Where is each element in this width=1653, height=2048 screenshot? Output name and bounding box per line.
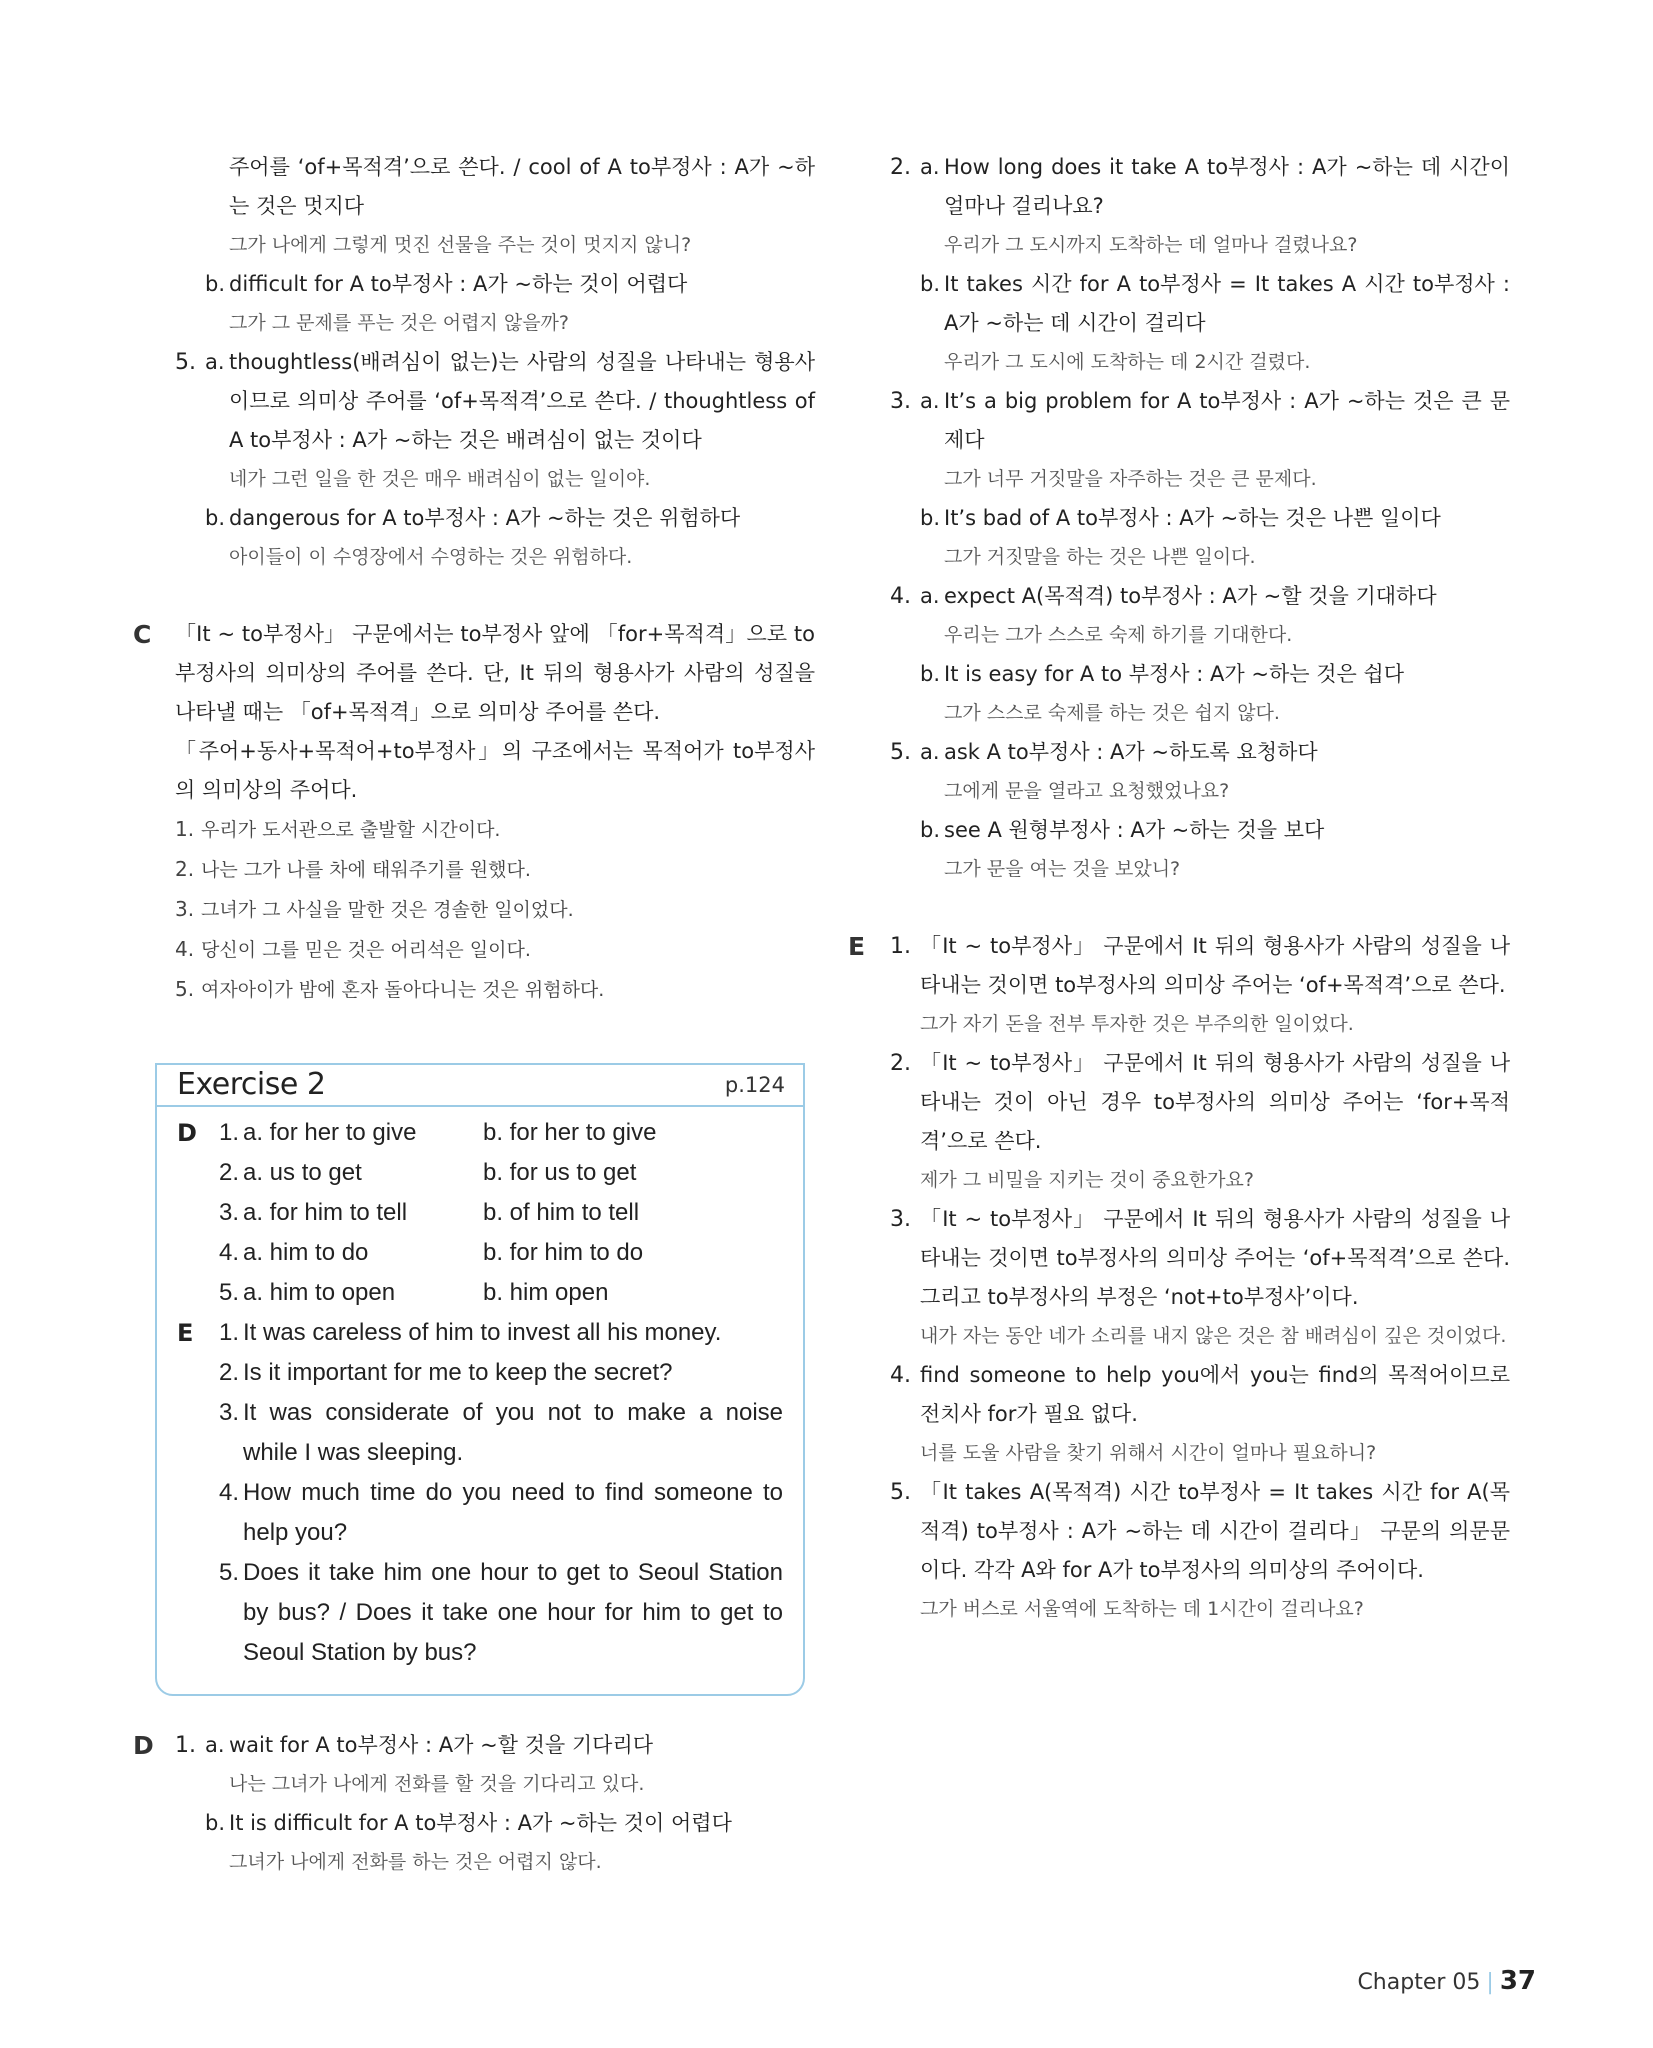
translation-text: 그가 스스로 숙제를 하는 것은 쉽지 않다. (944, 702, 1280, 724)
section-label: E (177, 1319, 194, 1347)
left-section-d (133, 1726, 815, 1882)
translation-text: 제가 그 비밀을 지키는 것이 중요한가요? (920, 1169, 1254, 1191)
explanation-text: How long does it take A to부정사 : A가 ~하는 데 시간이 얼마나 걸리나요? (944, 155, 1510, 218)
translation-text: 너를 도울 사람을 찾기 위해서 시간이 얼마나 필요하니? (920, 1442, 1377, 1464)
section-label: E (848, 932, 866, 961)
explanation-text: wait for A to부정사 : A가 ~할 것을 기다리다 (229, 1733, 654, 1757)
item-number: 2. (890, 1051, 911, 1076)
list-item: 5. 여자아이가 밤에 혼자 돌아다니는 것은 위험하다. (175, 977, 605, 1001)
item-number: 4. (890, 584, 911, 609)
explanation-text: It is easy for A to 부정사 : A가 ~하는 것은 쉽다 (944, 662, 1405, 686)
explanation-text: 「It ~ to부정사」 구문에서 It 뒤의 형용사가 사람의 성질을 나타내는 것이 아닌 경우 to부정사의 의미상 주어는 ‘for+목적격’으로 쓴다. (920, 1051, 1510, 1153)
page-footer: Chapter 05 | 37 (1357, 1966, 1536, 1996)
section-e-item-2 (890, 1044, 1510, 1200)
exercise-header (157, 1065, 803, 1107)
answer-item-4 (890, 577, 1510, 733)
sub-label: b. (920, 818, 941, 842)
section-label: C (133, 620, 152, 649)
item-number: 5. (890, 740, 911, 765)
sub-label: a. (205, 350, 225, 374)
section-e-item-4 (890, 1356, 1510, 1473)
chapter-label: Chapter 05 (1357, 1970, 1481, 1995)
explanation-text: expect A(목적격) to부정사 : A가 ~할 것을 기대하다 (944, 584, 1437, 608)
item-number: 1. (890, 934, 911, 959)
translation-text: 그가 문을 여는 것을 보았니? (944, 858, 1181, 880)
translation-text: 그가 너무 거짓말을 자주하는 것은 큰 문제다. (944, 468, 1317, 490)
list-item: 3. It was considerate of you not to make a noise while I was sleeping. (219, 1399, 783, 1466)
section-c-translations (175, 810, 815, 1010)
right-column (848, 148, 1510, 1629)
item-number: 3. (890, 389, 911, 414)
item-number: 5. (175, 350, 196, 375)
translation-text: 그가 나에게 그렇게 멋진 선물을 주는 것이 멋지지 않니? (229, 234, 692, 256)
translation-text: 그가 자기 돈을 전부 투자한 것은 부주의한 일이었다. (920, 1013, 1354, 1035)
sub-label: a. (920, 155, 940, 179)
explanation-text: It’s a big problem for A to부정사 : A가 ~하는 것은 큰 문제다 (944, 389, 1510, 452)
explanation-text: It takes 시간 for A to부정사 = It takes A 시간 to부정사 : A가 ~하는 데 시간이 걸리다 (944, 272, 1510, 335)
left-column (133, 148, 815, 1010)
explanation-text: 「It ~ to부정사」 구문에서 It 뒤의 형용사가 사람의 성질을 나타내는 것이면 to부정사의 의미상 주어는 ‘of+목적격’으로 쓴다. (920, 934, 1510, 997)
translation-text: 그가 그 문제를 푸는 것은 어렵지 않을까? (229, 312, 569, 334)
section-c-paragraph-2: 「주어+동사+목적어+to부정사」의 구조에서는 목적어가 to부정사의 의미상의 주어다. (175, 739, 815, 802)
list-item: 4. 당신이 그를 믿은 것은 어리석은 일이다. (175, 937, 531, 961)
translation-text: 네가 그런 일을 한 것은 매우 배려심이 없는 일이야. (229, 468, 651, 490)
exercise-section-e (157, 1313, 803, 1673)
item-number: 3. (890, 1207, 911, 1232)
translation-text: 우리가 그 도시에 도착하는 데 2시간 걸렸다. (944, 351, 1311, 373)
explanation-text: 「It takes A(목적격) 시간 to부정사 = It takes 시간 for A(목적격) to부정사 : A가 ~하는 데 시간이 걸리다」 구문의 의문문이다. 각각 A와 for A가 to부정사의 의미상의 주어이다. (920, 1480, 1510, 1582)
sub-label: b. (205, 506, 226, 530)
section-e-item-5 (890, 1473, 1510, 1629)
translation-text: 그에게 문을 열라고 요청했었나요? (944, 780, 1230, 802)
explanation-text: ask A to부정사 : A가 ~하도록 요청하다 (944, 740, 1318, 764)
section-label: D (177, 1119, 197, 1147)
explanation-text: 「It ~ to부정사」 구문에서 It 뒤의 형용사가 사람의 성질을 나타내는 것이면 to부정사의 의미상 주어는 ‘of+목적격’으로 쓴다. 그리고 to부정사의 부정은 ‘not+to부정사’이다. (920, 1207, 1510, 1309)
list-item: 4. How much time do you need to find someone to help you? (219, 1479, 783, 1546)
table-row: 3. a. for him to tell b. of him to tell (219, 1199, 640, 1226)
translation-text: 그녀가 나에게 전화를 하는 것은 어렵지 않다. (229, 1851, 602, 1873)
answer-item-2 (890, 148, 1510, 382)
sub-label: b. (205, 272, 226, 296)
sub-label: b. (920, 272, 941, 296)
section-label: D (133, 1731, 154, 1760)
exercise-section-d (157, 1113, 803, 1313)
explanation-text: 주어를 ‘of+목적격’으로 쓴다. / cool of A to부정사 : A가 ~하는 것은 멋지다 (229, 155, 815, 218)
table-row: 5. a. him to open b. him open (219, 1279, 609, 1306)
page-number: 37 (1499, 1966, 1536, 1996)
exercise-answer-box (155, 1063, 805, 1696)
sub-label: b. (920, 506, 941, 530)
answer-item-3 (890, 382, 1510, 577)
table-row: 1. a. for her to give b. for her to give (219, 1119, 657, 1146)
section-e-item-1 (890, 927, 1510, 1044)
list-item: 5. Does it take him one hour to get to Seoul Station by bus? / Does it take one hour for him to get to Seoul Station by bus? (219, 1559, 783, 1666)
explanation-text: It’s bad of A to부정사 : A가 ~하는 것은 나쁜 일이다 (944, 506, 1441, 530)
answer-item-5 (890, 733, 1510, 889)
translation-text: 그가 거짓말을 하는 것은 나쁜 일이다. (944, 546, 1256, 568)
sub-label: a. (920, 740, 940, 764)
sub-label: a. (920, 389, 940, 413)
section-c (133, 615, 815, 1010)
sub-label: b. (205, 1811, 226, 1835)
sub-label: a. (920, 584, 940, 608)
explanation-text: dangerous for A to부정사 : A가 ~하는 것은 위험하다 (229, 506, 741, 530)
translation-text: 나는 그녀가 나에게 전화를 할 것을 기다리고 있다. (229, 1773, 645, 1795)
translation-text: 우리가 그 도시까지 도착하는 데 얼마나 걸렸나요? (944, 234, 1358, 256)
exercise-title: Exercise 2 (177, 1067, 326, 1102)
answer-item-4-continued (175, 148, 815, 343)
item-number: 4. (890, 1363, 911, 1388)
section-e-item-3 (890, 1200, 1510, 1356)
translation-text: 우리는 그가 스스로 숙제 하기를 기대한다. (944, 624, 1293, 646)
translation-text: 그가 버스로 서울역에 도착하는 데 1시간이 걸리나요? (920, 1598, 1364, 1620)
sub-label: a. (205, 1733, 225, 1757)
section-c-paragraph-1: 「It ~ to부정사」 구문에서는 to부정사 앞에 「for+목적격」으로 to부정사의 의미상의 주어를 쓴다. 단, It 뒤의 형용사가 사람의 성질을 나타낼 때는 「of+목적격」으로 의미상 주어를 쓴다. (175, 622, 815, 724)
list-item: 3. 그녀가 그 사실을 말한 것은 경솔한 일이었다. (175, 897, 574, 921)
answer-item-1 (175, 1726, 815, 1882)
list-item: 1. It was careless of him to invest all his money. (219, 1319, 722, 1346)
translation-text: 아이들이 이 수영장에서 수영하는 것은 위험하다. (229, 546, 633, 568)
list-item: 2. 나는 그가 나를 차에 태워주기를 원했다. (175, 857, 531, 881)
explanation-text: difficult for A to부정사 : A가 ~하는 것이 어렵다 (229, 272, 688, 296)
exercise-page-reference: p.124 (724, 1073, 785, 1097)
list-item: 2. Is it important for me to keep the secret? (219, 1359, 673, 1386)
list-item: 1. 우리가 도서관으로 출발할 시간이다. (175, 817, 501, 841)
item-number: 2. (890, 155, 911, 180)
item-number: 5. (890, 1480, 911, 1505)
explanation-text: thoughtless(배려심이 없는)는 사람의 성질을 나타내는 형용사이므로 의미상 주어를 ‘of+목적격’으로 쓴다. / thoughtless of A to부정사 : A가 ~하는 것은 배려심이 없는 것이다 (229, 350, 815, 452)
explanation-text: It is difficult for A to부정사 : A가 ~하는 것이 어렵다 (229, 1811, 732, 1835)
translation-text: 내가 자는 동안 네가 소리를 내지 않은 것은 참 배려심이 깊은 것이었다. (920, 1325, 1507, 1347)
answer-item-5 (175, 343, 815, 577)
item-number: 1. (175, 1733, 196, 1758)
sub-label: b. (920, 662, 941, 686)
table-row: 4. a. him to do b. for him to do (219, 1239, 644, 1266)
table-row: 2. a. us to get b. for us to get (219, 1159, 637, 1186)
section-e (848, 927, 1510, 1629)
explanation-text: see A 원형부정사 : A가 ~하는 것을 보다 (944, 818, 1325, 842)
explanation-text: find someone to help you에서 you는 find의 목적어이므로 전치사 for가 필요 없다. (920, 1363, 1510, 1426)
